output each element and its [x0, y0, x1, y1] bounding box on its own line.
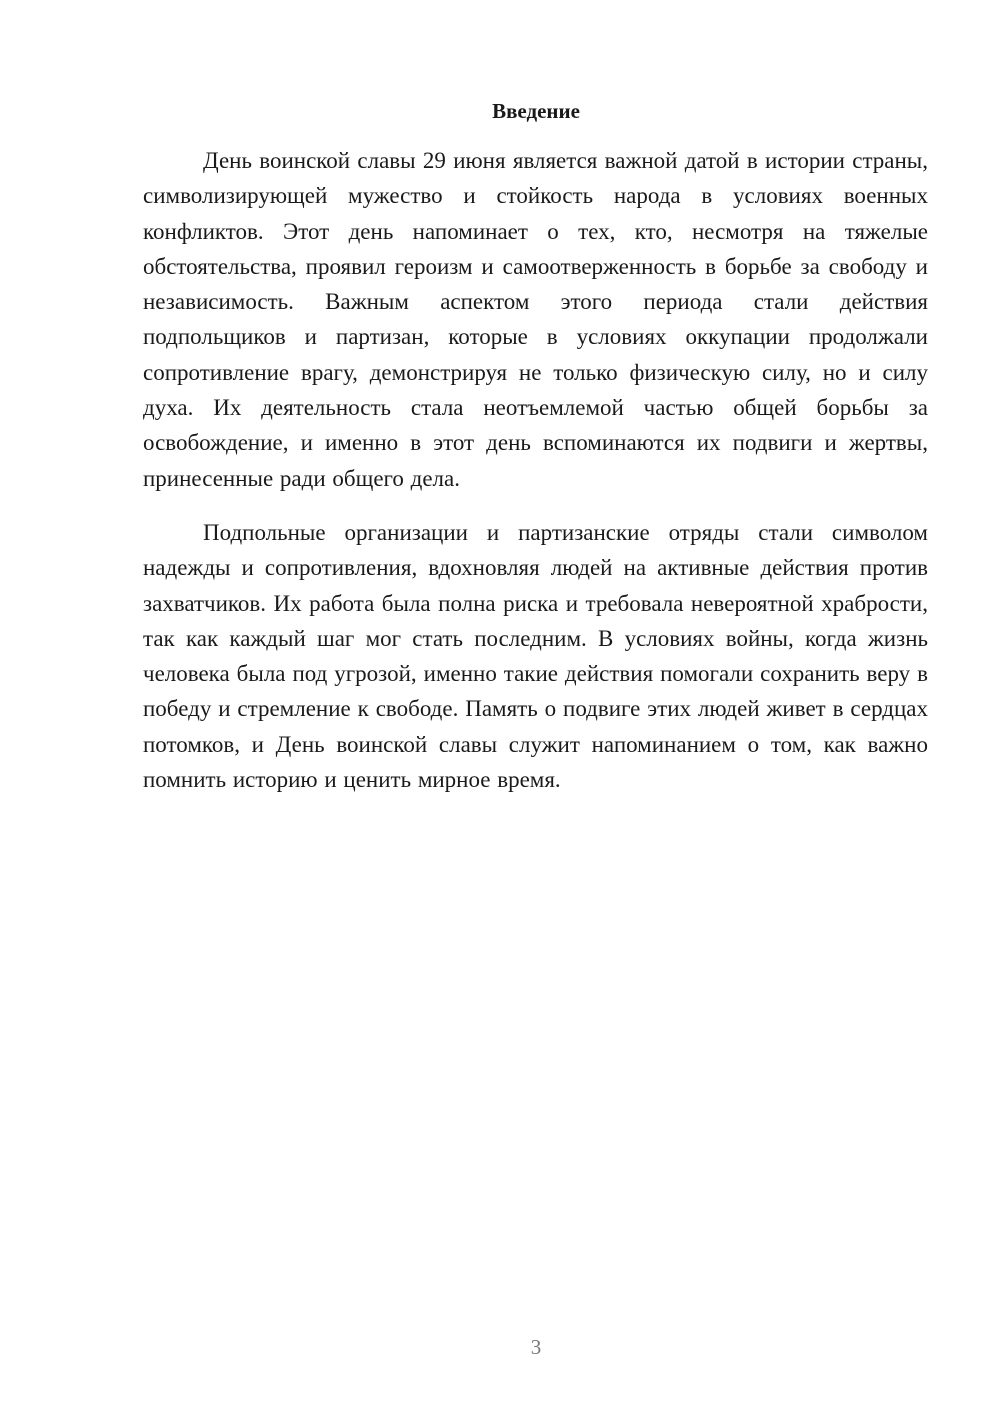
section-heading: Введение: [492, 99, 580, 123]
page-number: 3: [530, 1335, 542, 1359]
paragraph-2: Подпольные организации и партизанские отряды стали символом надежды и сопротивления, вдохновляя людей на активные действия против захватчиков. Их работа была полна риска и требовала невероятной храбрости, так как каждый шаг мог стать последним. В условиях войны, когда жизнь человека была под угрозой, именно такие действия помогали сохранить веру в победу и стремление к свободе. Память о подвиге этих людей живет в сердцах потомков, и День воинской славы служит напоминанием о том, как важно помнить историю и ценить мирное время.: [143, 520, 928, 793]
paragraph-1: День воинской славы 29 июня является важной датой в истории страны, символизирующей мужество и стойкость народа в условиях военных конфликтов. Этот день напоминает о тех, кто, несмотря на тяжелые обстоятельства, проявил героизм и самоотверженность в борьбе за свободу и независимость. Важным аспектом этого периода стали действия подпольщиков и партизан, которые в условиях оккупации продолжали сопротивление врагу, демонстрируя не только физическую силу, но и силу духа. Их деятельность стала неотъемлемой частью общей борьбы за освобождение, и именно в этот день вспоминаются их подвиги и жертвы, принесенные ради общего дела.: [143, 148, 928, 491]
